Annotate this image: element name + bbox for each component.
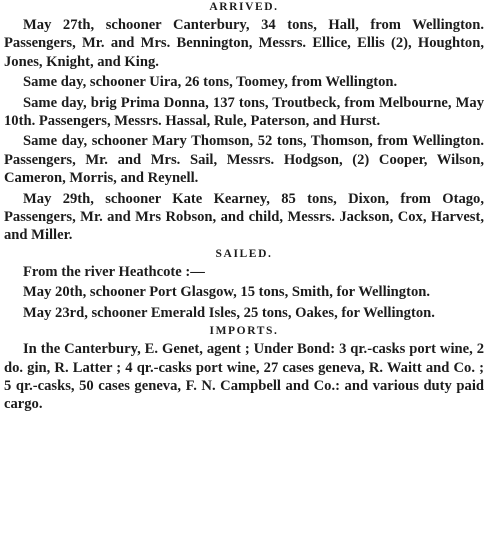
sailed-entry: From the river Heathcote :— bbox=[23, 263, 205, 280]
arrived-entry: May 27th, schooner Canterbury, 34 tons, Hall, from Wellington. Passengers, Mr. and Mrs. Bennington, Messrs. Ellice, Ellis (2), Houghton, Jones, Knight, and King. bbox=[4, 17, 484, 70]
sailed-entry: May 20th, schooner Port Glasgow, 15 tons, Smith, for Wellington. bbox=[23, 284, 431, 301]
imports-entry: In the Canterbury, E. Genet, agent ; Under Bond: 3 qr.-casks port wine, 2 do. gin, R. Latter ; 4 qr.-casks port wine, 27 cases geneva, R. Waitt and Co. ; 5 qr.-casks, 50 cases geneva, F. N. Campbell and Co.: and various duty paid cargo. bbox=[4, 341, 484, 413]
sailed-entry: May 23rd, schooner Emerald Isles, 25 tons, Oakes, for Wellington. bbox=[23, 304, 435, 321]
sailed-heading: SAILED. bbox=[215, 247, 273, 260]
arrived-entry: Same day, schooner Uira, 26 tons, Toomey, from Wellington. bbox=[23, 74, 398, 91]
imports-heading: IMPORTS. bbox=[209, 325, 279, 338]
arrived-entry: May 29th, schooner Kate Kearney, 85 tons, Dixon, from Otago, Passengers, Mr. and Mrs Robson, and child, Messrs. Jackson, Cox, Harvest, and Miller. bbox=[4, 190, 484, 244]
arrived-entry: Same day, brig Prima Donna, 137 tons, Troutbeck, from Melbourne, May 10th. Passengers, Messrs. Hassal, Rule, Paterson, and Hurst. bbox=[4, 94, 484, 130]
newspaper-column bbox=[4, 0, 484, 416]
arrived-heading: ARRIVED. bbox=[209, 1, 279, 13]
arrived-entry: Same day, schooner Mary Thomson, 52 tons, Thomson, from Wellington. Passengers, Mr. and Mrs. Sail, Messrs. Hodgson, (2) Cooper, Wilson, Cameron, Morris, and Reynell. bbox=[4, 133, 484, 187]
